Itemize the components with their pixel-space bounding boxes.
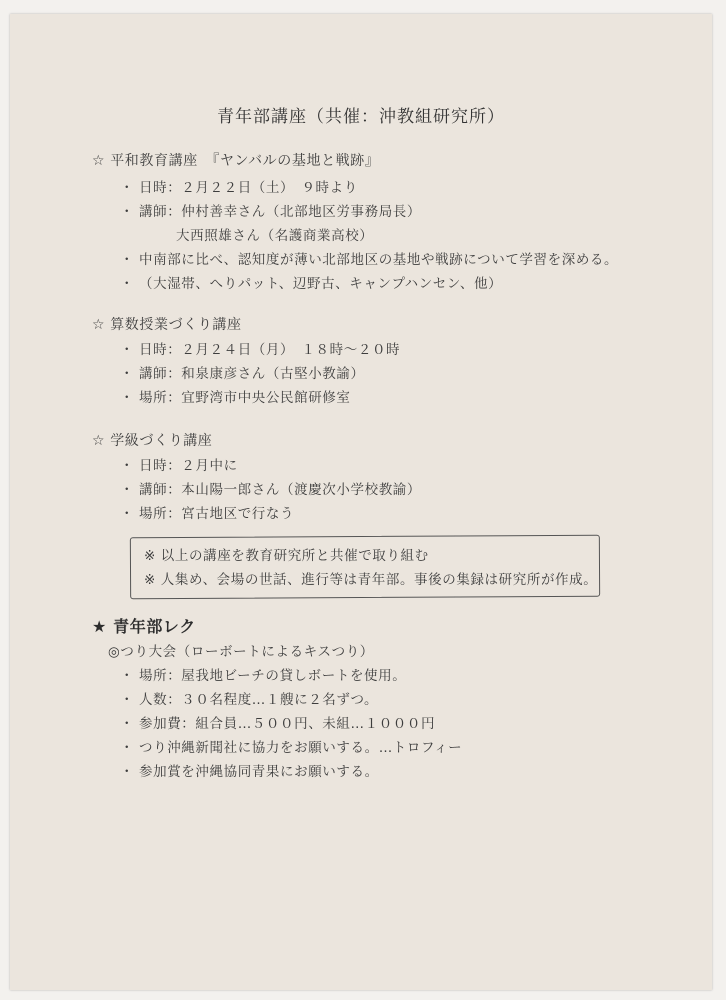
- rec-place: ・ 場所：屋我地ビーチの貸しボートを使用。: [120, 668, 407, 684]
- section-heading-class: ☆ 学級づくり講座: [92, 433, 213, 449]
- class-lecturer: ・ 講師：本山陽一郎さん（渡慶次小学校教諭）: [120, 482, 421, 498]
- rec-subheading: ◎つり大会（ローボートによるキスつり）: [108, 644, 374, 660]
- peace-date: ・ 日時：２月２２日（土） ９時より: [120, 180, 358, 196]
- peace-description: ・ 中南部に比べ、認知度が薄い北部地区の基地や戦跡について学習を深める。: [120, 252, 619, 268]
- peace-lecturer-2: 大西照雄さん（名護商業高校）: [176, 228, 374, 244]
- class-place: ・ 場所：宮古地区で行なう: [120, 506, 295, 522]
- math-date: ・ 日時：２月２４日（月） １８時〜２０時: [120, 342, 401, 358]
- peace-sites: ・ （大湿帯、へりパット、辺野古、キャンプハンセン、他）: [120, 276, 503, 292]
- rec-headcount: ・ 人数：３０名程度…１艘に２名ずつ。: [120, 692, 379, 708]
- class-date: ・ 日時：２月中に: [120, 458, 238, 474]
- note-responsibilities: ※ 人集め、会場の世話、進行等は青年部。事後の集録は研究所が作成。: [144, 572, 598, 588]
- rec-fee: ・ 参加費：組合員…５００円、未組…１０００円: [120, 716, 436, 732]
- peace-lecturer-1: ・ 講師：仲村善幸さん（北部地区労事務局長）: [120, 204, 421, 220]
- rec-trophy: ・ つり沖縄新聞社に協力をお願いする。…トロフィー: [120, 740, 463, 756]
- document-page: [10, 14, 712, 990]
- math-lecturer: ・ 講師：和泉康彦さん（古堅小教諭）: [120, 366, 365, 382]
- section-heading-peace-education: ☆ 平和教育講座 『ヤンバルの基地と戦跡』: [92, 153, 380, 169]
- rec-heading: ★ 青年部レク: [92, 617, 196, 636]
- note-cosponsor: ※ 以上の講座を教育研究所と共催で取り組む: [144, 548, 429, 564]
- math-place: ・ 場所：宜野湾市中央公民館研修室: [120, 390, 351, 406]
- rec-prize: ・ 参加賞を沖縄協同青果にお願いする。: [120, 764, 379, 780]
- document-title: 青年部講座（共催：沖教組研究所）: [217, 107, 505, 127]
- section-heading-math: ☆ 算数授業づくり講座: [92, 317, 242, 333]
